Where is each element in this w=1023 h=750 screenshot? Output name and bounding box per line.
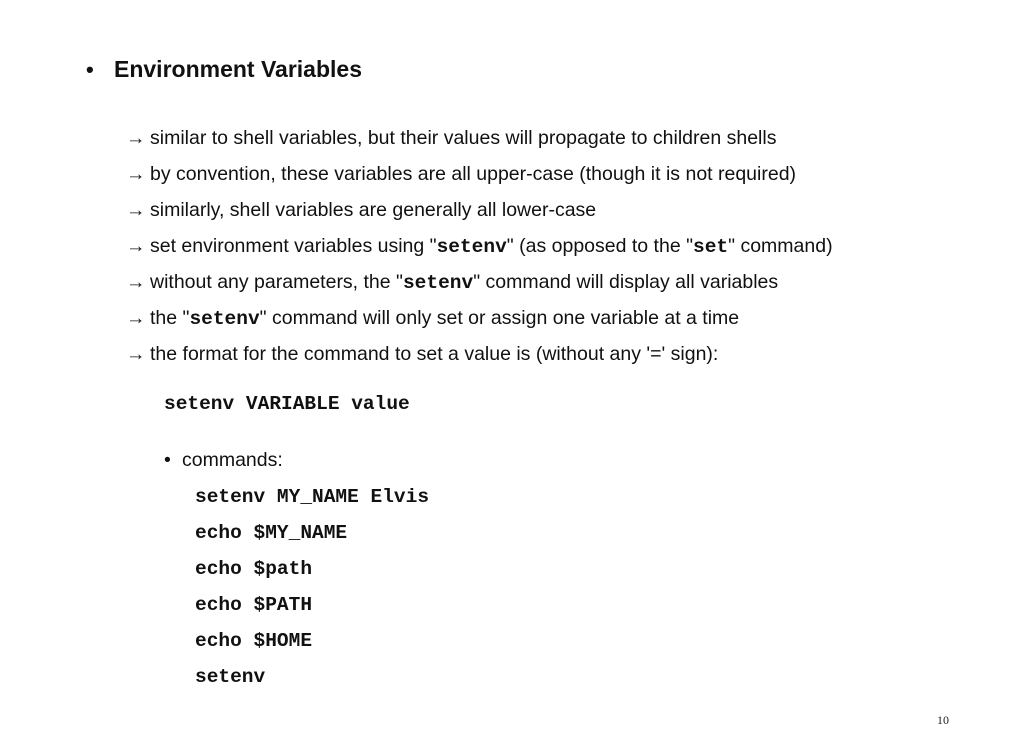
point-item bbox=[126, 232, 833, 268]
point-text-segment: the format for the command to set a value is (without any '=' sign): bbox=[150, 343, 719, 365]
inline-command: set bbox=[693, 236, 729, 258]
heading-title: Environment Variables bbox=[114, 56, 362, 82]
point-text-segment: " command will display all variables bbox=[473, 271, 779, 293]
point-text bbox=[150, 160, 796, 196]
arrow-icon: → bbox=[126, 307, 146, 329]
point-text-segment: the " bbox=[150, 307, 190, 329]
inline-command: setenv bbox=[189, 308, 260, 330]
point-text bbox=[150, 124, 776, 160]
arrow-icon: → bbox=[126, 271, 146, 293]
point-item bbox=[126, 268, 833, 304]
command-line: setenv MY_NAME Elvis bbox=[195, 486, 430, 508]
command-line: setenv bbox=[195, 666, 266, 688]
arrow-icon: → bbox=[126, 127, 146, 149]
command-line: echo $MY_NAME bbox=[195, 522, 348, 544]
point-item bbox=[126, 196, 833, 232]
point-text bbox=[150, 232, 833, 268]
point-item bbox=[126, 340, 833, 376]
command-line: echo $PATH bbox=[195, 594, 313, 616]
point-text-segment: set environment variables using " bbox=[150, 235, 437, 257]
inline-command: setenv bbox=[402, 272, 474, 294]
page-number: 10 bbox=[937, 713, 949, 727]
format-code-line: setenv VARIABLE value bbox=[164, 393, 410, 415]
point-list bbox=[126, 124, 833, 376]
point-text-segment: similarly, shell variables are generally all lower-case bbox=[150, 199, 597, 221]
point-item bbox=[126, 160, 833, 196]
point-text-segment: by convention, these variables are all upper-case (though it is not required) bbox=[150, 163, 797, 185]
point-text-segment: " (as opposed to the " bbox=[506, 235, 694, 257]
heading-bullet-icon: • bbox=[86, 57, 94, 82]
arrow-icon: → bbox=[126, 235, 146, 257]
point-text-segment: without any parameters, the " bbox=[150, 271, 403, 293]
point-text bbox=[150, 304, 739, 340]
command-line: echo $HOME bbox=[195, 630, 313, 652]
command-line: echo $path bbox=[195, 558, 313, 580]
point-text bbox=[150, 196, 596, 232]
arrow-icon: → bbox=[126, 163, 146, 185]
point-text-segment: " command will only set or assign one variable at a time bbox=[259, 307, 740, 329]
commands-sub-bullet bbox=[164, 449, 283, 472]
point-text-segment: " command) bbox=[728, 235, 833, 257]
point-item bbox=[126, 304, 833, 340]
point-item bbox=[126, 124, 833, 160]
command-list bbox=[195, 484, 429, 700]
slide-heading bbox=[86, 56, 362, 83]
commands-label: commands: bbox=[182, 449, 283, 471]
arrow-icon: → bbox=[126, 343, 146, 365]
arrow-icon: → bbox=[126, 199, 146, 221]
point-text-segment: similar to shell variables, but their values will propagate to children shells bbox=[150, 127, 777, 149]
point-text bbox=[150, 268, 778, 304]
inline-command: setenv bbox=[436, 236, 507, 258]
point-text bbox=[150, 340, 718, 376]
sub-bullet-icon: • bbox=[164, 449, 171, 471]
